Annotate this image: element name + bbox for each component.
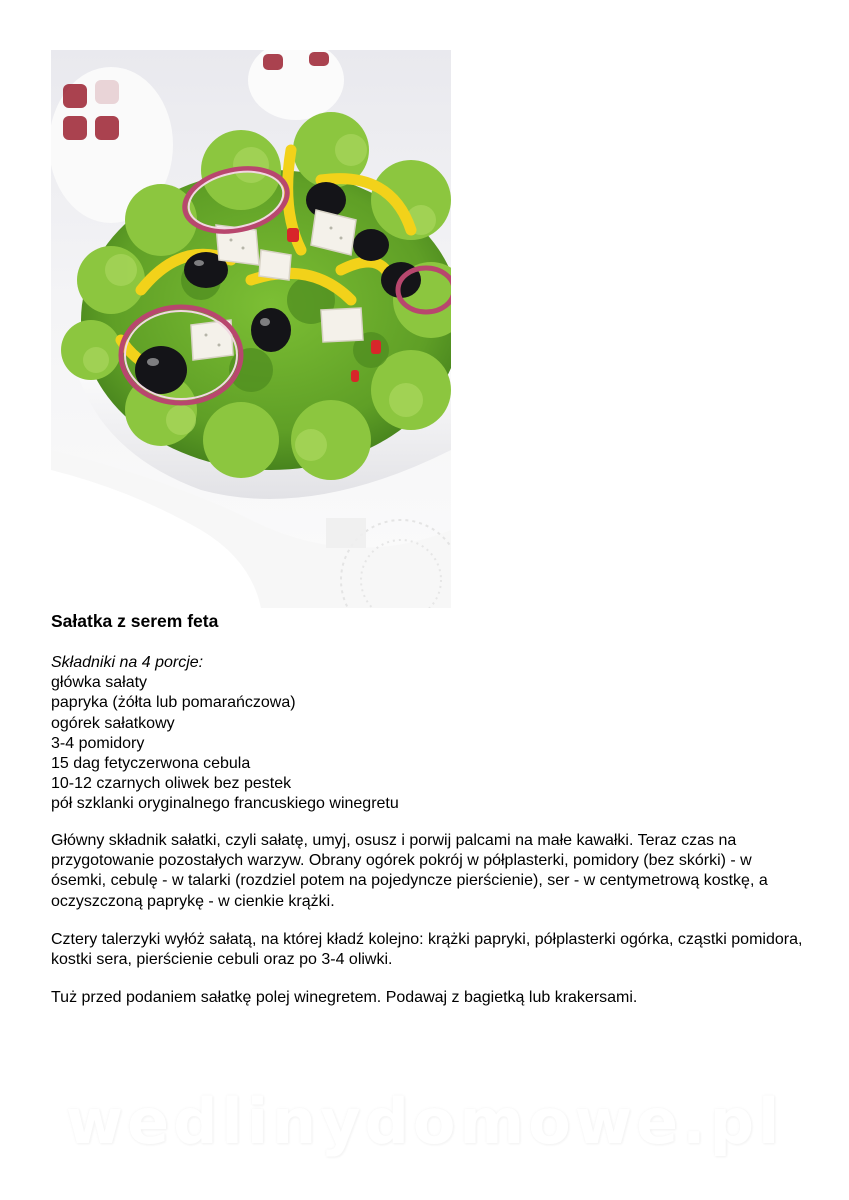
ingredient-item: pół szklanki oryginalnego francuskiego winegretu (51, 795, 399, 813)
salad-photo (51, 50, 451, 608)
salad-illustration (51, 50, 451, 608)
ingredient-item: główka sałaty (51, 674, 148, 692)
instruction-paragraph-3: Tuż przed podaniem sałatkę polej winegretem. Podawaj z bagietką lub krakersami. (51, 989, 638, 1006)
ingredient-item: 15 dag fetyczerwona cebula (51, 755, 251, 773)
ingredient-item: ogórek sałatkowy (51, 714, 175, 732)
instruction-paragraph-2: Cztery talerzyki wyłóż sałatą, na której kładź kolejno: krążki papryki, półplasterki ogórka, cząstki pomidora, kostki sera, pierścienie cebuli oraz po 3-4 oliwki. (51, 931, 803, 969)
ingredient-item: 3-4 pomidory (51, 734, 145, 752)
watermark: wedlinydomowe.pl (65, 1085, 784, 1158)
ingredients-list (51, 653, 811, 815)
ingredients-lead: Składniki na 4 porcje: (51, 654, 204, 671)
recipe-title: Sałatka z serem feta (51, 611, 219, 631)
ingredient-item: papryka (żółta lub pomarańczowa) (51, 694, 296, 712)
instruction-paragraph-1: Główny składnik sałatki, czyli sałatę, umyj, osusz i porwij palcami na małe kawałki. Teraz czas na przygotowanie pozostałych warzyw. Obrany ogórek pokrój w półplasterki, pomidory (bez skórki) - w ósemki, cebulę - w talarki (rozdziel potem na pojedyncze pierścienie), ser - w centymetrową kostkę, a oczyszczoną paprykę - w cienkie krążki. (51, 832, 768, 910)
ingredient-item: 10-12 czarnych oliwek bez pestek (51, 775, 292, 793)
